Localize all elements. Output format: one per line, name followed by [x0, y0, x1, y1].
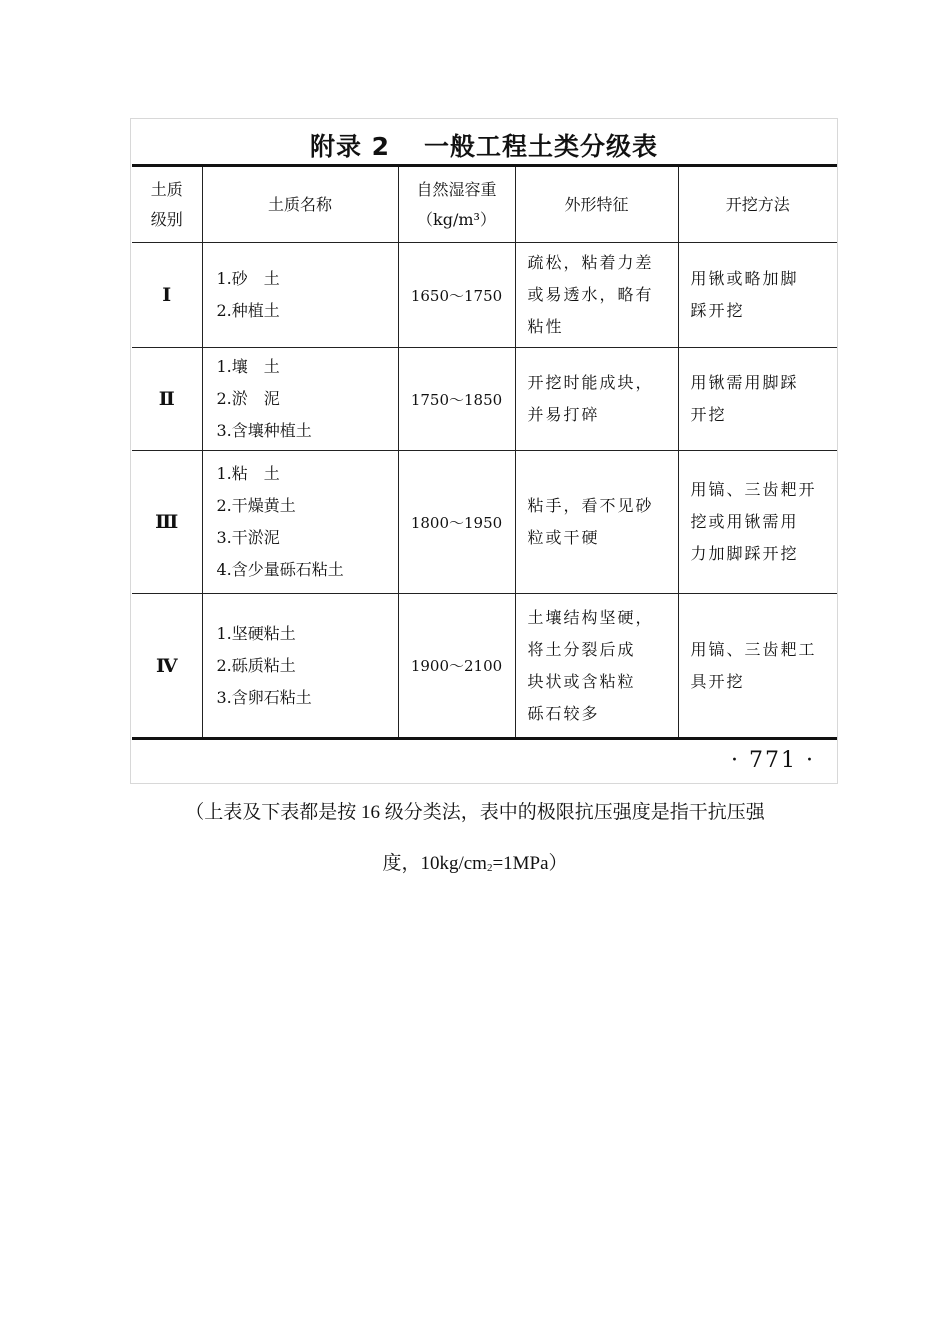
- table-title: [131, 127, 837, 163]
- title-main: 一般工程土类分级表: [424, 132, 659, 161]
- header-grade: 土质 级别: [132, 166, 202, 243]
- density-cell: 1900～2100: [398, 594, 515, 739]
- shape-cell: 土壤结构坚硬， 将土分裂后成 块状或含粘粒 砾石较多: [515, 594, 678, 739]
- method-cell: 用锹或略加脚 踩开挖: [678, 243, 837, 348]
- caption-line-2: 度，$10kg/cm_2=1MPa$）: [382, 853, 568, 874]
- names-cell: 1.壤 土 2.淤 泥 3.含壤种植土: [202, 348, 398, 451]
- scanned-table-image: [130, 118, 838, 784]
- method-cell: 用锹需用脚踩 开挖: [678, 348, 837, 451]
- page-number: · 771 ·: [731, 748, 815, 773]
- shape-cell: 疏松，粘着力差 或易透水，略有 粘性: [515, 243, 678, 348]
- density-cell: 1750～1850: [398, 348, 515, 451]
- names-cell: 1.砂 土 2.种植土: [202, 243, 398, 348]
- soil-classification-table: [132, 164, 837, 740]
- table-row: [132, 348, 837, 451]
- header-name: 土质名称: [202, 166, 398, 243]
- names-cell: 1.坚硬粘土 2.砾质粘土 3.含卵石粘土: [202, 594, 398, 739]
- density-cell: 1800～1950: [398, 451, 515, 594]
- table-row: [132, 594, 837, 739]
- title-prefix: 附录 2: [309, 132, 391, 161]
- header-shape: 外形特征: [515, 166, 678, 243]
- table-row: [132, 451, 837, 594]
- header-method: 开挖方法: [678, 166, 837, 243]
- grade-cell: Ⅳ: [132, 594, 202, 739]
- shape-cell: 粘手，看不见砂 粒或干硬: [515, 451, 678, 594]
- caption-line-1: （上表及下表都是按 16 级分类法，表中的极限抗压强度是指干抗压强: [185, 802, 765, 823]
- grade-cell: Ⅰ: [132, 243, 202, 348]
- density-cell: 1650～1750: [398, 243, 515, 348]
- table-row: [132, 243, 837, 348]
- grade-cell: Ⅲ: [132, 451, 202, 594]
- header-density: 自然湿容重 （kg/m³）: [398, 166, 515, 243]
- grade-cell: Ⅱ: [132, 348, 202, 451]
- method-cell: 用镐、三齿耙开 挖或用锹需用 力加脚踩开挖: [678, 451, 837, 594]
- names-cell: 1.粘 土 2.干燥黄土 3.干淤泥 4.含少量砾石粘土: [202, 451, 398, 594]
- table-header-row: [132, 166, 837, 243]
- shape-cell: 开挖时能成块， 并易打碎: [515, 348, 678, 451]
- method-cell: 用镐、三齿耙工 具开挖: [678, 594, 837, 739]
